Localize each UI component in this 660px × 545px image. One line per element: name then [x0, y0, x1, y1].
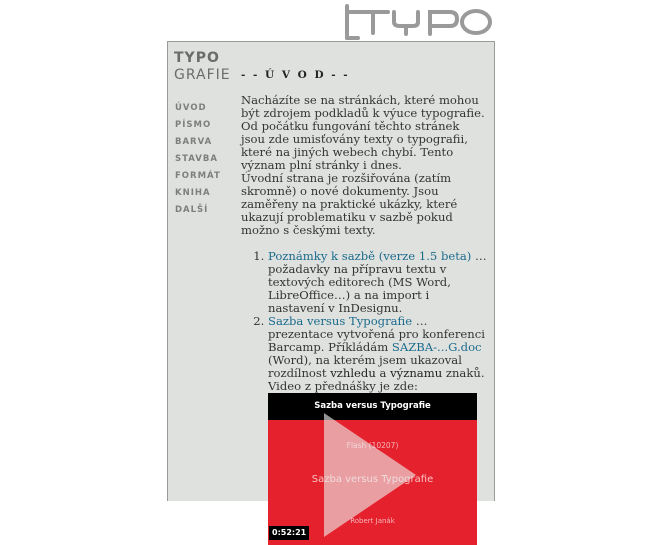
page-frame [167, 41, 495, 537]
sidebar [168, 42, 236, 501]
play-icon[interactable] [324, 413, 416, 537]
intro-line-3: Úvodní strana je rozšiřována (zatím skromně) o nové dokumenty. Jsou zaměřeny na praktické ukázky, které ukazují problematiku v sazbě pokud možno s českými texty. [241, 171, 458, 237]
list-item [268, 250, 487, 315]
site-logo[interactable] [168, 0, 495, 42]
typo-logo-icon [168, 0, 495, 42]
video-slide-title: Sazba versus Typografie [311, 474, 434, 485]
intro-line-2: Od počátku fungování těchto stránek jsou zde umisťovány texty o typografii, které na jiných webech chybí. Tento význam plní stránky i dnes. [241, 119, 468, 172]
link-sazba-versus-typografie[interactable]: Sazba versus Typografie [268, 314, 413, 328]
item-description: (Word), na kterém jsem ukazoval rozdílnost [268, 353, 462, 380]
main-content [241, 42, 487, 545]
list-item [268, 315, 487, 545]
video-flash-line: Flash (10207) [346, 441, 399, 450]
link-sazba-doc[interactable]: SAZBA-...G.doc [391, 340, 482, 354]
nav-item-pismo[interactable]: PÍSMO [175, 120, 212, 130]
video-title-bar: Sazba versus Typografie [268, 393, 477, 420]
nav-item-stavba[interactable]: STAVBA [175, 154, 218, 164]
nav-item-uvod[interactable]: ÚVOD [175, 103, 207, 113]
item-description: …požadavky na přípravu textu v textových editorech (MS Word, LibreOffice…) a na import i nastavení v InDesignu. [268, 249, 487, 315]
sidebar-nav [175, 100, 221, 219]
bold-vzhledu: vzhledu [330, 366, 376, 380]
video-player[interactable] [268, 393, 477, 545]
item-description: a [375, 366, 391, 380]
item-description: …prezentace vytvořená pro konferenci Barcamp. Příkládám [268, 314, 485, 354]
video-author: Robert Janák [350, 517, 395, 525]
nav-item-barva[interactable]: BARVA [175, 137, 213, 147]
intro-paragraph [241, 94, 487, 237]
intro-line-1: Nacházíte se na stránkách, které mohou být zdrojem podkladů k výuce typografie. [241, 93, 485, 120]
video-duration: 0:52:21 [269, 526, 309, 540]
brand-grafie[interactable]: GRAFIE [174, 67, 231, 83]
nav-item-format[interactable]: FORMÁT [175, 171, 221, 181]
item-description: znaků. Video z přednášky je zde: [268, 366, 485, 393]
nav-item-dalsi[interactable]: DALŠÍ [175, 205, 209, 215]
document-list [241, 250, 487, 545]
nav-item-kniha[interactable]: KNIHA [175, 188, 211, 198]
brand-typo[interactable]: TYPO [174, 50, 220, 66]
page-title: - - Ú V O D - - [241, 69, 350, 81]
link-poznamky-k-sazbe[interactable]: Poznámky k sazbě (verze 1.5 beta) [268, 249, 472, 263]
bold-vyznamu: významu [390, 366, 443, 380]
